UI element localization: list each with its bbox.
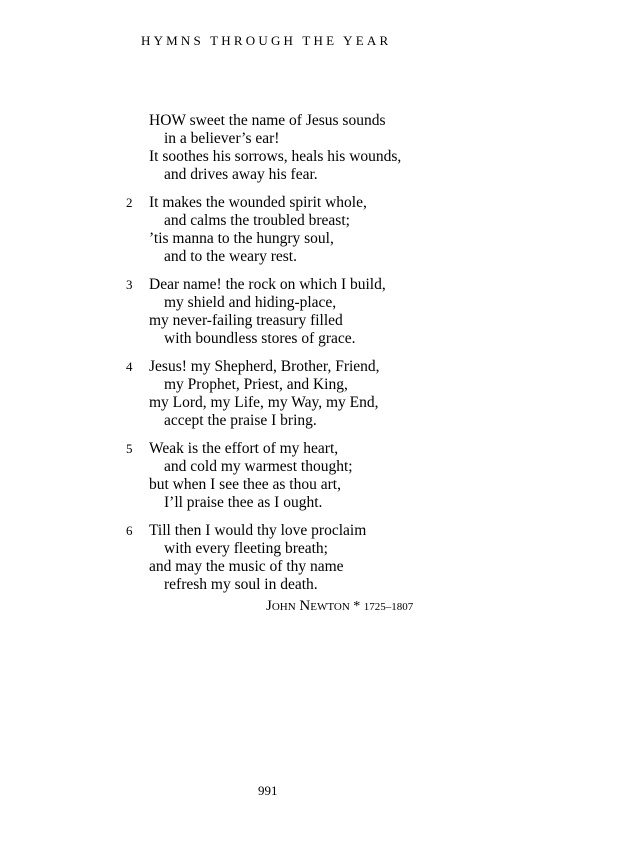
stanza-number: 6 — [126, 523, 133, 538]
stanza-line: HOW sweet the name of Jesus sounds — [149, 112, 386, 129]
stanza-line: Till then I would thy love proclaim — [149, 522, 367, 539]
stanza-number: 2 — [126, 195, 133, 210]
attribution — [266, 598, 413, 615]
stanza-line: It makes the wounded spirit whole, — [149, 194, 367, 211]
author-dates: 1725–1807 — [363, 601, 414, 613]
stanza-line: in a believer’s ear! — [164, 130, 280, 147]
stanza-line: and drives away his fear. — [164, 166, 318, 183]
stanza-5 — [120, 440, 540, 512]
stanza-line: with boundless stores of grace. — [164, 330, 356, 347]
stanza-line: and may the music of thy name — [149, 558, 344, 575]
stanza-line: Dear name! the rock on which I build, — [149, 276, 386, 293]
stanza-number: 4 — [126, 359, 133, 374]
stanza-4 — [120, 358, 540, 430]
stanza-line: Weak is the effort of my heart, — [149, 440, 339, 457]
stanza-line: Jesus! my Shepherd, Brother, Friend, — [149, 358, 380, 375]
stanza-line: and to the weary rest. — [164, 248, 297, 265]
running-head: HYMNS THROUGH THE YEAR — [141, 33, 392, 48]
page-number: 991 — [258, 783, 278, 798]
stanza-line: and calms the troubled breast; — [164, 212, 350, 229]
stanza-2 — [120, 194, 540, 266]
attribution-separator: * — [353, 599, 361, 614]
stanza-1 — [120, 112, 540, 184]
stanza-line: my shield and hiding-place, — [164, 294, 337, 311]
stanza-6 — [120, 522, 540, 594]
stanza-number: 3 — [126, 277, 133, 292]
stanza-line: but when I see thee as thou art, — [149, 476, 341, 493]
author-name: John Newton — [266, 598, 350, 614]
stanza-line: my Prophet, Priest, and King, — [164, 376, 348, 393]
hymn-text — [120, 112, 540, 604]
stanza-line: ’tis manna to the hungry soul, — [149, 230, 334, 247]
stanza-line: refresh my soul in death. — [164, 576, 318, 593]
stanza-line: and cold my warmest thought; — [164, 458, 353, 475]
stanza-line: It soothes his sorrows, heals his wounds, — [149, 148, 402, 165]
stanza-line: accept the praise I bring. — [164, 412, 317, 429]
stanza-number: 5 — [126, 441, 133, 456]
stanza-line: with every fleeting breath; — [164, 540, 328, 557]
stanza-line: I’ll praise thee as I ought. — [164, 494, 323, 511]
stanza-line: my never-failing treasury filled — [149, 312, 343, 329]
stanza-3 — [120, 276, 540, 348]
stanza-line: my Lord, my Life, my Way, my End, — [149, 394, 379, 411]
